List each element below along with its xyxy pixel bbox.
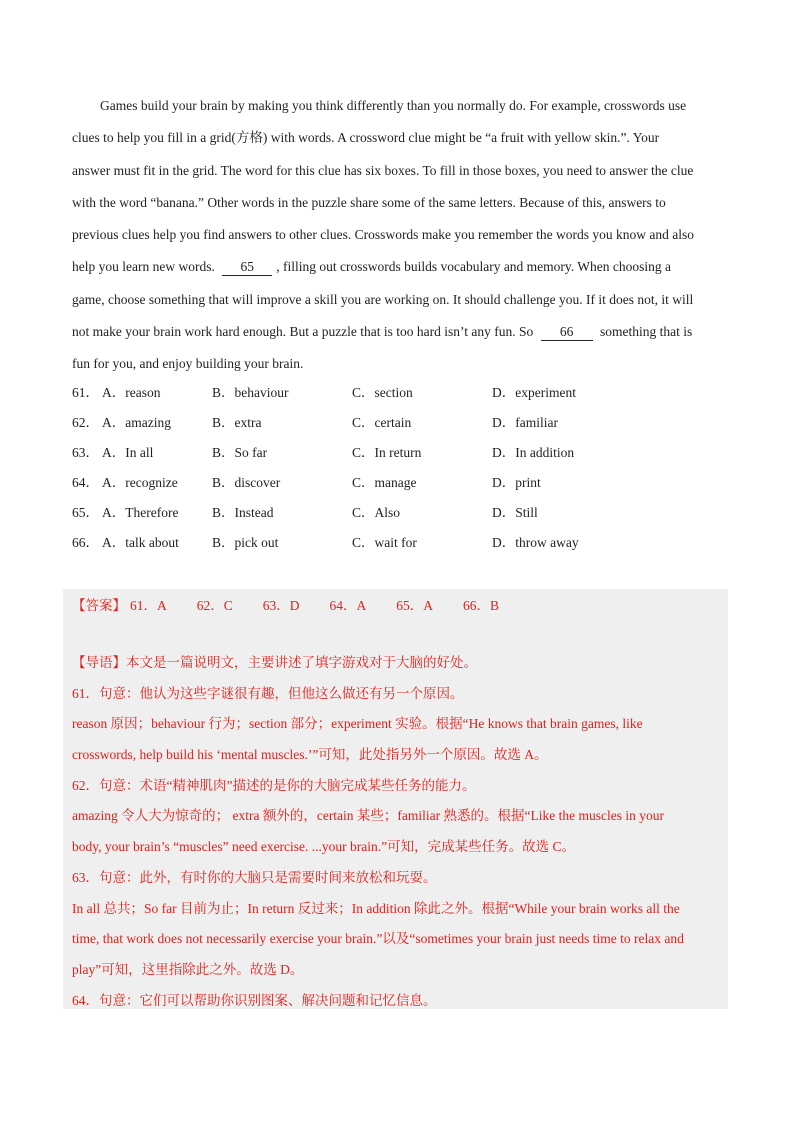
explanation-line: crosswords, help build his ‘mental muscles.’”可知，此处指另外一个原因。故选 A。: [72, 747, 548, 763]
explanation-line: In all 总共；So far 目前为止；In return 反过来；In addition 除此之外。根据“While your brain works all the: [72, 900, 680, 916]
passage-text: not make your brain work hard enough. But a puzzle that is too hard isn’t any fun. So: [72, 324, 534, 340]
explanation-line: body, your brain’s “muscles” need exercise. ...your brain.”可知，完成某些任务。故选 C。: [72, 839, 576, 855]
option-d: D．Still: [492, 505, 538, 520]
option-a: A．recognize: [102, 475, 178, 490]
explanation-line: 62．句意：术语“精神肌肉”描述的是你的大脑完成某些任务的能力。: [72, 777, 476, 793]
explanation-line: 63．句意：此外，有时你的大脑只是需要时间来放松和玩耍。: [72, 869, 437, 885]
explanation-line: 61．句意：他认为这些字谜很有趣，但他这么做还有另一个原因。: [72, 685, 464, 701]
answer-item: 62．C: [196, 598, 233, 613]
passage-line: previous clues help you find answers to other clues. Crosswords make you remember the words you know and also: [72, 227, 694, 243]
question-row: [72, 528, 724, 558]
question-number: 65．: [72, 505, 99, 520]
explanation-line: time, that work does not necessarily exercise your brain.”以及“sometimes your brain just needs time to relax and: [72, 931, 684, 947]
option-b: B．behaviour: [212, 385, 289, 400]
question-row: [72, 408, 724, 438]
blank-66: 66: [541, 324, 593, 341]
question-row: [72, 378, 724, 408]
option-b: B．So far: [212, 445, 268, 460]
passage-line: game, choose something that will improve a skill you are working on. It should challenge you. If it does not, it will: [72, 291, 694, 307]
explanation-line: amazing 令人大为惊奇的； extra 额外的，certain 某些；familiar 熟悉的。根据“Like the muscles in your: [72, 808, 664, 824]
passage-line: Games build your brain by making you think differently than you normally do. For example, crosswords use: [100, 98, 687, 113]
option-b: B．extra: [212, 415, 262, 430]
answer-tag: 【答案】: [72, 598, 126, 613]
option-c: C．In return: [352, 445, 422, 460]
question-row: [72, 468, 724, 498]
question-row: [72, 438, 724, 468]
question-list: [72, 378, 724, 558]
passage-line: [72, 318, 724, 350]
option-a: A．talk about: [102, 535, 179, 550]
question-number: 66．: [72, 535, 99, 550]
blank-65: 65: [222, 259, 272, 276]
answer-item: 63．D: [262, 598, 300, 613]
explanation: [72, 648, 728, 1016]
question-number: 62．: [72, 415, 99, 430]
option-d: D．print: [492, 475, 541, 490]
answer-item: 65．A: [396, 598, 434, 613]
passage-line: answer must fit in the grid. The word for this clue has six boxes. To fill in those boxes, you need to answer the clue: [72, 162, 694, 178]
option-c: C．manage: [352, 475, 417, 490]
option-d: D．throw away: [492, 535, 579, 550]
question-number: 63．: [72, 445, 99, 460]
question-number: 64．: [72, 475, 99, 490]
option-c: C．section: [352, 385, 413, 400]
question-row: [72, 498, 724, 528]
answer-item: 61．A: [130, 598, 167, 613]
option-b: B．discover: [212, 475, 281, 490]
answer-key: [72, 594, 529, 614]
explanation-line: reason 原因；behaviour 行为；section 部分；experiment 实验。根据“He knows that brain games, like: [72, 716, 643, 732]
option-a: A．amazing: [102, 415, 171, 430]
passage-line: [72, 253, 724, 285]
passage-line: clues to help you fill in a grid(方格) with words. A crossword clue might be “a fruit with yellow skin.”. Your: [72, 130, 660, 146]
option-b: B．Instead: [212, 505, 274, 520]
passage-line: fun for you, and enjoy building your brain.: [72, 356, 304, 372]
option-d: D．familiar: [492, 415, 558, 430]
option-b: B．pick out: [212, 535, 279, 550]
option-c: C．wait for: [352, 535, 417, 550]
reading-passage: [72, 92, 724, 383]
option-a: A．Therefore: [102, 505, 179, 520]
passage-text: something that is: [600, 324, 693, 340]
passage-text: , filling out crosswords builds vocabulary and memory. When choosing a: [276, 259, 672, 275]
passage-text: help you learn new words.: [72, 259, 215, 275]
explanation-line: play”可知，这里指除此之外。故选 D。: [72, 961, 304, 977]
option-a: A．reason: [102, 385, 161, 400]
passage-line: with the word “banana.” Other words in the puzzle share some of the same letters. Because of this, answers to: [72, 194, 666, 210]
question-number: 61．: [72, 385, 99, 400]
option-c: C．Also: [352, 505, 401, 520]
answer-item: 64．A: [329, 598, 367, 613]
explanation-line: 64．句意：它们可以帮助你识别图案、解决问题和记忆信息。: [72, 992, 437, 1008]
explanation-line: 【导语】本文是一篇说明文，主要讲述了填字游戏对于大脑的好处。: [72, 655, 477, 670]
option-c: C．certain: [352, 415, 412, 430]
option-d: D．In addition: [492, 445, 575, 460]
option-a: A．In all: [102, 445, 154, 460]
answer-item: 66．B: [463, 598, 500, 613]
option-d: D．experiment: [492, 385, 576, 400]
